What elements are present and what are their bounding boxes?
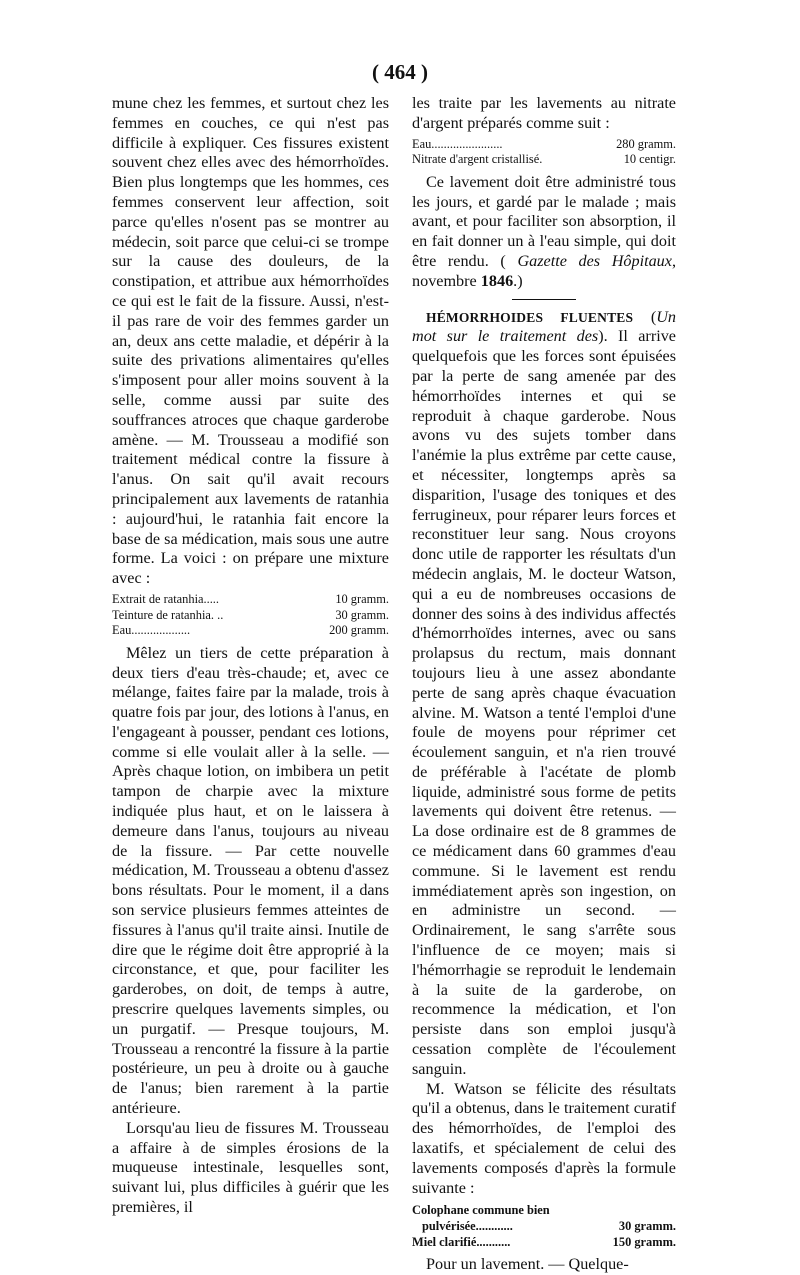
ratanhia-recipe xyxy=(112,592,389,639)
ingredient-amount: 30 gramm. xyxy=(335,607,389,622)
right-paragraph-2 xyxy=(412,173,676,292)
left-paragraph-2: Mêlez un tiers de cette préparation à deux tiers d'eau très-chaude; et, avec ce mélange, faites faire par la malade, trois à quatre fois par jour, des lotions à l'anus, en l'engageant à pousser, pendant ces lotions, comme si elle voulait aller à la selle. — Après chaque lotion, on imbibera un petit tampon de charpie avec la mixture indiquée plus haut, et on le laissera à demeure dans l'anus, toujours au niveau de la fissure. — Par cette nouvelle médication, M. Trousseau a obtenu d'assez bons résultats. Pour le moment, il a dans son service plusieurs femmes atteintes de fissures à l'anus qu'il traite ainsi. Inutile de dire que le régime doit être approprié à la circonstance, et que, pour faciliter les garderobes, on doit, de temps à autre, prescrire quelques lavements simples, ou un purgatif. — Presque toujours, M. Trousseau a rencontré la fissure à la partie postérieure, un peu à droite ou à gauche de l'anus; bien rarement à la partie antérieure. xyxy=(112,643,389,1118)
ingredient-amount: 10 centigr. xyxy=(623,152,676,167)
recipe-row xyxy=(412,1235,676,1251)
recipe-row xyxy=(112,592,389,608)
right-paragraph-1: les traite par les lavements au nitrate d'argent préparés comme suit : xyxy=(412,94,676,132)
heading-sub-close: ). xyxy=(598,327,608,346)
right-paragraph-3-text: Il arrive quelquefois que les forces sont épuisées par la perte de sang amenée par des hémorrhoïdes internes et qui se reproduit à chaque garderobe. Nous avons vu des sujets tomber dans l'anémie la plus extrême par cette cause, et nécessiter, longtemps après sa disparition, l'usage des toniques et des ferrugineux, pour réparer leurs forces et reconstituer leur sang. Nous croyons donc utile de rapporter les résultats d'un médecin anglais, M. le docteur Watson, qui a eu de nombreuses occasions de donner des soins à des individus affectés d'hémorrhoïdes internes, avec ou sans prolapsus du rectum, mais donnant toujours lieu à une assez abondante perte de sang après chaque évacuation alvine. M. Watson a tenté l'emploi d'une foule de moyens pour réprimer cet écoulement sanguin, et n'a rien trouvé de préférable à l'acétate de plomb liquide, administré sous forme de petits lavements qui doivent être retenus. — La dose ordinaire est de 8 grammes de ce médicament dans 60 grammes d'eau commune. Si le lavement est rendu immédiatement après son ingestion, on en administre un second. — Ordinairement, le sang s'arrête sous l'influence de ce moyen; mais si l'hémorrhagie se reproduit le lendemain à la suite de la garderobe, on recommence la médication, et l'on persiste dans son emploi jusqu'à cessation complète de l'écoulement sanguin. xyxy=(412,327,676,1078)
left-column xyxy=(112,94,389,1218)
citation-year: 1846 xyxy=(480,271,514,290)
heading-sub-open: ( xyxy=(633,307,657,326)
citation-open: ( xyxy=(500,251,518,270)
left-paragraph-3: Lorsqu'au lieu de fissures M. Trousseau a affaire à de simples érosions de la muqueuse intestinale, lesquelles sont, suivant lui, plus difficiles à guérir que les premières, il xyxy=(112,1118,389,1217)
ingredient-amount: 10 gramm. xyxy=(335,591,389,606)
ingredient-name: Nitrate d'argent cristallisé. xyxy=(412,152,543,167)
recipe-row xyxy=(412,152,676,168)
citation-rest: , novembre xyxy=(412,251,676,290)
recipe-row xyxy=(112,608,389,624)
ingredient-name: Extrait de ratanhia..... xyxy=(112,591,219,606)
colophane-recipe xyxy=(412,1203,676,1250)
recipe-row: Colophane commune bien xyxy=(412,1203,550,1218)
heading-subtitle: Un mot sur le traitement des xyxy=(412,307,676,346)
section-heading: HÉMORRHOIDES FLUENTES xyxy=(426,309,634,325)
section-divider xyxy=(512,299,576,300)
ingredient-amount: 150 gramm. xyxy=(612,1235,676,1250)
ingredient-name: Miel clarifié........... xyxy=(412,1235,511,1250)
recipe-row xyxy=(412,1219,676,1235)
citation-close: .) xyxy=(513,271,523,290)
recipe-row xyxy=(112,623,389,639)
right-paragraph-4: M. Watson se félicite des résultats qu'il a obtenus, dans le traitement curatif des hémorrhoïdes, de l'emploi des laxatifs, et spécialement de celui des lavements composés d'après la formule suivante : xyxy=(412,1079,676,1197)
ingredient-name: Teinture de ratanhia. .. xyxy=(112,607,224,622)
ingredient-amount: 30 gramm. xyxy=(618,1219,676,1234)
ingredient-name: Eau................... xyxy=(112,623,191,638)
ingredient-amount: 280 gramm. xyxy=(616,136,676,151)
ingredient-name: Eau....................... xyxy=(412,136,503,151)
right-paragraph-3 xyxy=(412,308,676,1080)
nitrate-recipe xyxy=(412,137,676,168)
recipe-row xyxy=(412,137,676,153)
page-number: ( 464 ) xyxy=(372,60,428,84)
ingredient-name: pulvérisée............ xyxy=(422,1219,513,1234)
right-paragraph-2-text: Ce lavement doit être administré tous les jours, et gardé par le malade ; mais avant, et pour faciliter son absorption, il en fait donner un à l'eau simple, qui doit être rendu. xyxy=(412,172,676,270)
ingredient-amount: 200 gramm. xyxy=(329,623,389,638)
right-paragraph-5: Pour un lavement. — Quelque- xyxy=(426,1254,629,1273)
citation-source: Gazette des Hôpitaux xyxy=(517,251,672,270)
right-column xyxy=(412,94,676,1275)
left-paragraph-1: mune chez les femmes, et surtout chez les femmes en couches, ce qui n'est pas difficile à expliquer. Ces fissures existent souvent chez elles avec des hémorrhoïdes. Bien plus longtemps que les hommes, ces femmes conservent leur affection, soit parce qu'elles n'osent pas se montrer au médecin, soit parce que celui-ci se trompe sur la cause des douleurs, de la constipation, et attribue aux hémorrhoïdes ce qui est le fait de la fissure. Aussi, n'est-il pas rare de voir des femmes garder un an, deux ans cette maladie, et dépérir à la suite des privations alimentaires qu'elles s'imposent pour aller moins souvent à la selle, comme aussi par suite des souffrances atroces que chaque garderobe amène. — M. Trousseau a modifié son traitement médical contre la fissure à l'anus. On sait qu'il avait recours principalement aux lavements de ratanhia : aujourd'hui, le ratanhia fait encore la base de sa médication, mais sous une autre forme. La voici : on prépare une mixture avec : xyxy=(112,94,389,588)
